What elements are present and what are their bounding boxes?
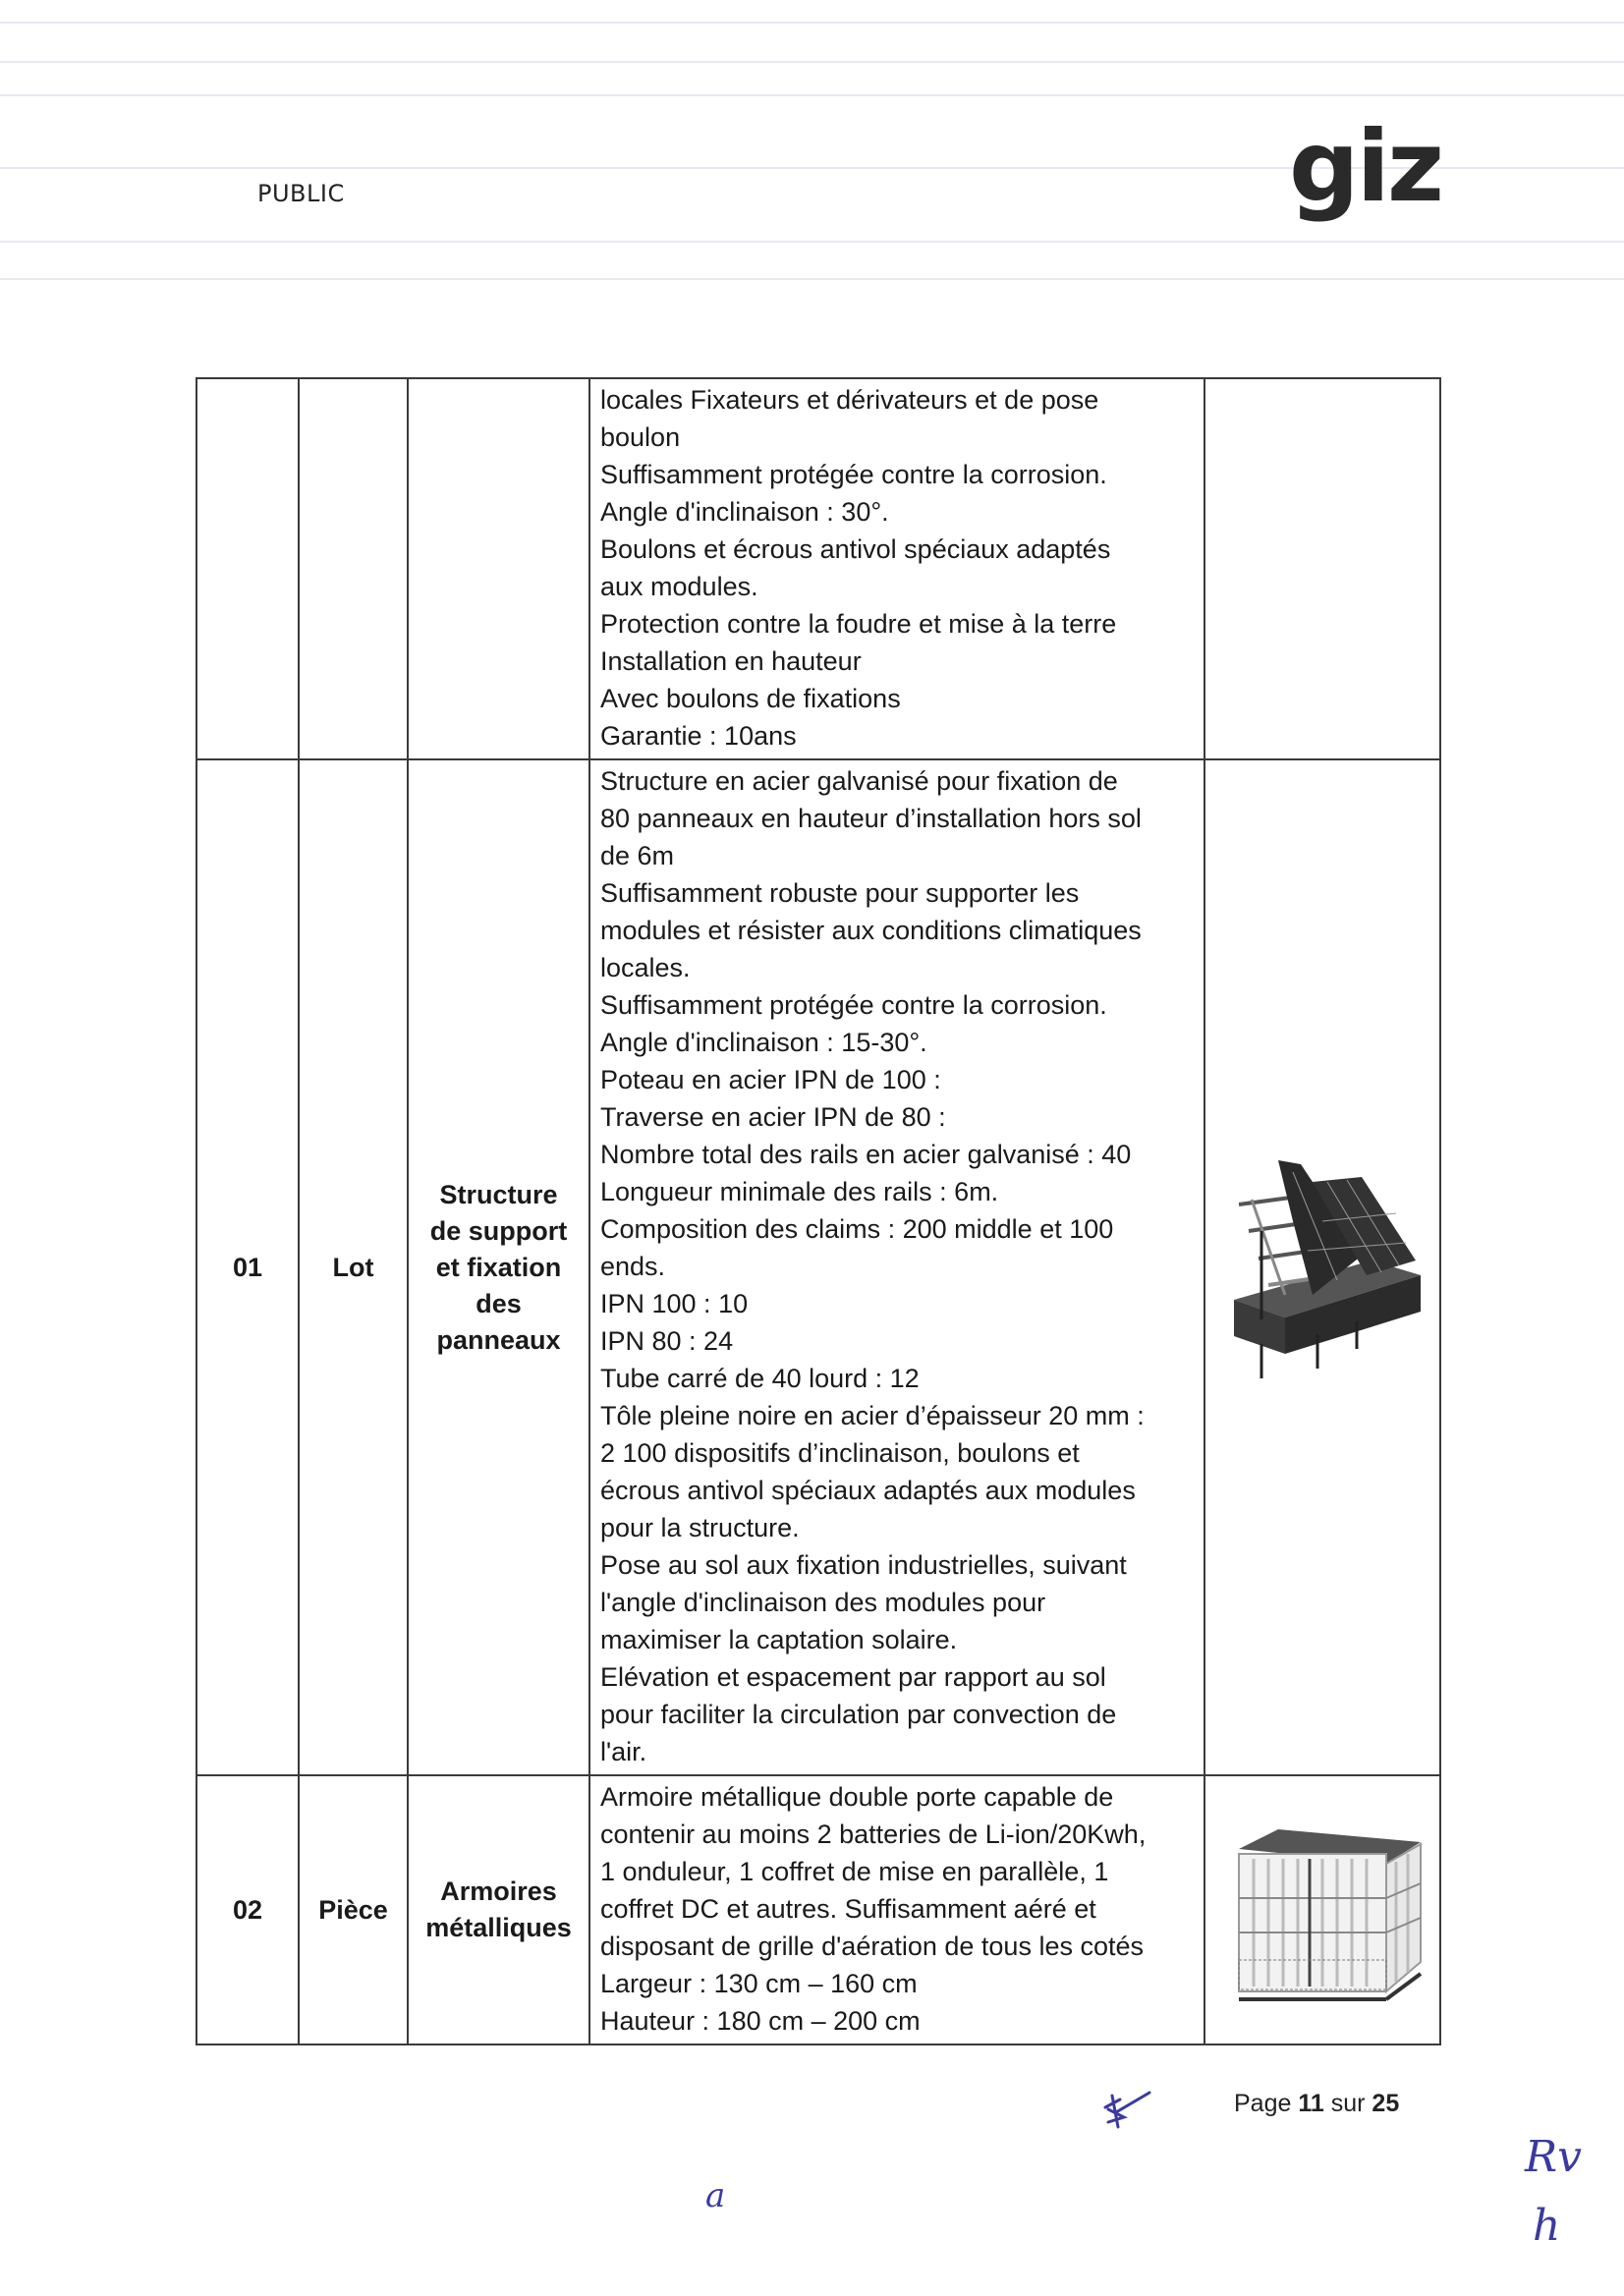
page-number bbox=[1234, 2090, 1399, 2118]
description-line: Suffisamment protégée contre la corrosion. bbox=[600, 990, 1107, 1020]
table-row bbox=[196, 1775, 1440, 2044]
description-line: Angle d'inclinaison : 15-30°. bbox=[600, 1028, 927, 1057]
description-line: Garantie : 10ans bbox=[600, 721, 797, 751]
item-designation bbox=[408, 759, 589, 1775]
item-designation bbox=[408, 1775, 589, 2044]
item-description bbox=[589, 1775, 1204, 2044]
item-description bbox=[589, 759, 1204, 1775]
classification-label: PUBLIC bbox=[257, 180, 345, 207]
table-row bbox=[196, 759, 1440, 1775]
specification-table bbox=[196, 377, 1441, 2045]
designation-line: métalliques bbox=[425, 1913, 572, 1942]
handwritten-initials: h bbox=[1533, 2201, 1561, 2251]
item-image-cell bbox=[1204, 378, 1440, 759]
item-unit: Lot bbox=[299, 759, 408, 1775]
description-line: locales. bbox=[600, 953, 691, 982]
description-line: Poteau en acier IPN de 100 : bbox=[600, 1065, 941, 1094]
designation-line: de support bbox=[429, 1215, 568, 1246]
item-description bbox=[589, 378, 1204, 759]
description-line: Tôle pleine noire en acier d’épaisseur 20 mm : bbox=[600, 1401, 1145, 1430]
description-line: 80 panneaux en hauteur d’installation hors sol bbox=[600, 804, 1142, 833]
designation-line: panneaux bbox=[436, 1324, 561, 1355]
handwritten-initials: Rv bbox=[1525, 2132, 1582, 2182]
page-current: 11 bbox=[1298, 2090, 1324, 2117]
page-prefix: Page bbox=[1234, 2090, 1292, 2117]
description-line: ends. bbox=[600, 1252, 666, 1281]
scan-artifact-line bbox=[0, 278, 1624, 280]
description-line: l'angle d'inclinaison des modules pour bbox=[600, 1588, 1046, 1617]
scan-artifact-line bbox=[0, 94, 1624, 96]
item-number: 02 bbox=[196, 1775, 299, 2044]
scan-artifact-line bbox=[0, 61, 1624, 63]
description-line: modules et résister aux conditions climatiques bbox=[600, 916, 1142, 945]
description-line: locales Fixateurs et dérivateurs et de pose bbox=[600, 385, 1099, 415]
description-line: Boulons et écrous antivol spéciaux adaptés bbox=[600, 534, 1111, 564]
page-separator: sur bbox=[1330, 2090, 1366, 2117]
description-line: Largeur : 130 cm – 160 cm bbox=[600, 1969, 918, 1998]
description-line: Structure en acier galvanisé pour fixation de bbox=[600, 766, 1118, 796]
item-image-cell bbox=[1204, 1775, 1440, 2044]
description-line: pour la structure. bbox=[600, 1513, 800, 1542]
description-line: 2 100 dispositifs d’inclinaison, boulons et bbox=[600, 1438, 1080, 1468]
scan-artifact-line bbox=[0, 22, 1624, 24]
solar-panel-structure-image bbox=[1224, 1152, 1421, 1378]
item-unit bbox=[299, 378, 408, 759]
description-line: Avec boulons de fixations bbox=[600, 684, 901, 713]
description-line: Nombre total des rails en acier galvanisé : 40 bbox=[600, 1140, 1132, 1169]
description-line: IPN 100 : 10 bbox=[600, 1289, 749, 1318]
item-image-cell bbox=[1204, 759, 1440, 1775]
handwritten-initials: a bbox=[705, 2176, 726, 2215]
item-number: 01 bbox=[196, 759, 299, 1775]
description-line: Longueur minimale des rails : 6m. bbox=[600, 1177, 999, 1206]
description-line: 1 onduleur, 1 coffret de mise en parallèle, 1 bbox=[600, 1857, 1109, 1886]
description-line: boulon bbox=[600, 422, 681, 452]
item-number bbox=[196, 378, 299, 759]
description-line: Installation en hauteur bbox=[600, 646, 862, 676]
description-line: pour faciliter la circulation par convection de bbox=[600, 1700, 1117, 1729]
metal-cabinet-image bbox=[1219, 1805, 1426, 2011]
description-line: aux modules. bbox=[600, 572, 758, 601]
description-line: Elévation et espacement par rapport au sol bbox=[600, 1662, 1106, 1692]
description-line: Suffisamment robuste pour supporter les bbox=[600, 878, 1080, 908]
scan-artifact-line bbox=[0, 241, 1624, 243]
giz-logo: giz bbox=[1289, 109, 1442, 224]
table-row bbox=[196, 378, 1440, 759]
handwritten-signature-mark bbox=[1100, 2088, 1159, 2137]
page-total: 25 bbox=[1372, 2090, 1400, 2117]
description-line: Hauteur : 180 cm – 200 cm bbox=[600, 2006, 921, 2036]
description-line: contenir au moins 2 batteries de Li-ion/20Kwh, bbox=[600, 1820, 1147, 1849]
description-line: Tube carré de 40 lourd : 12 bbox=[600, 1364, 920, 1393]
description-line: Traverse en acier IPN de 80 : bbox=[600, 1102, 946, 1132]
description-line: IPN 80 : 24 bbox=[600, 1326, 734, 1356]
designation-line: et fixation bbox=[435, 1252, 562, 1282]
description-line: Angle d'inclinaison : 30°. bbox=[600, 497, 889, 527]
item-designation bbox=[408, 378, 589, 759]
designation-line: des bbox=[476, 1288, 522, 1318]
description-line: Composition des claims : 200 middle et 100 bbox=[600, 1214, 1114, 1244]
description-line: Pose au sol aux fixation industrielles, suivant bbox=[600, 1550, 1127, 1580]
description-line: écrous antivol spéciaux adaptés aux modules bbox=[600, 1476, 1136, 1505]
description-line: disposant de grille d'aération de tous les cotés bbox=[600, 1932, 1144, 1961]
item-unit: Pièce bbox=[299, 1775, 408, 2044]
description-line: coffret DC et autres. Suffisamment aéré et bbox=[600, 1894, 1096, 1924]
description-line: maximiser la captation solaire. bbox=[600, 1625, 958, 1654]
designation-line: Structure bbox=[439, 1179, 558, 1209]
designation-line: Armoires bbox=[440, 1876, 557, 1906]
description-line: Suffisamment protégée contre la corrosion. bbox=[600, 460, 1107, 489]
description-line: l'air. bbox=[600, 1737, 647, 1766]
description-line: Protection contre la foudre et mise à la terre bbox=[600, 609, 1117, 639]
description-line: Armoire métallique double porte capable de bbox=[600, 1782, 1114, 1812]
description-line: de 6m bbox=[600, 841, 675, 870]
